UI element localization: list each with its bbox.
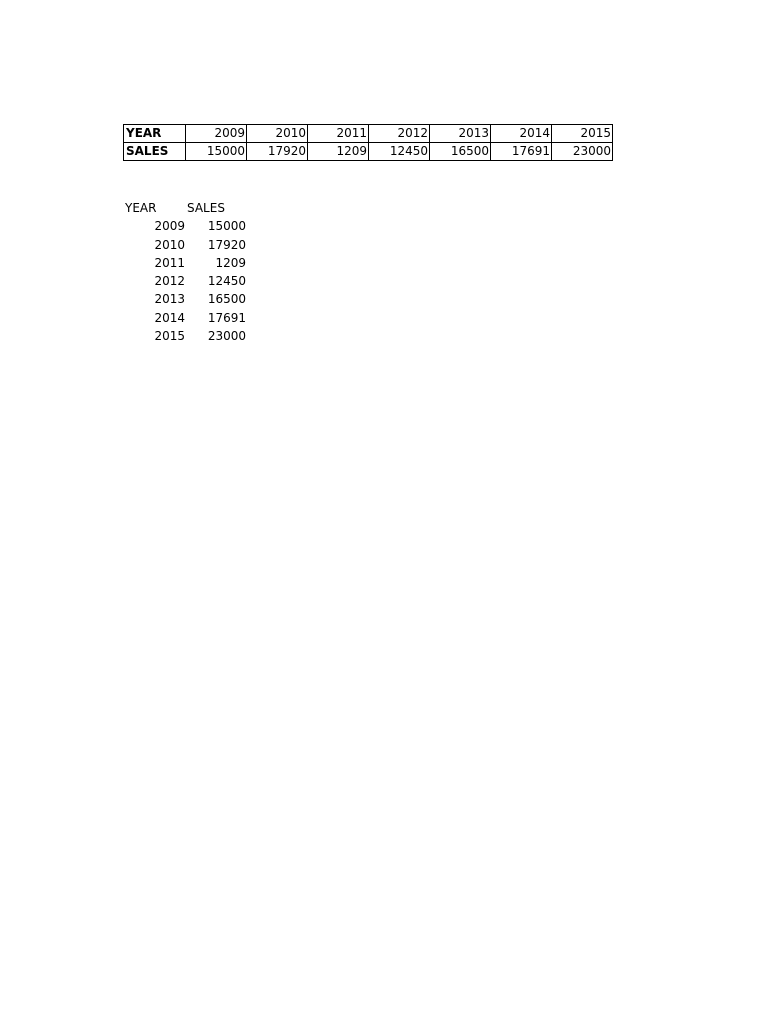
vertical-data-row: [123, 217, 246, 235]
vertical-year-cell[interactable]: 2012: [154, 274, 185, 289]
vertical-sales-cell[interactable]: 1209: [215, 255, 246, 270]
year-cell[interactable]: 2013: [430, 125, 491, 143]
year-cell[interactable]: 2010: [247, 125, 308, 143]
vertical-sales-cell[interactable]: 23000: [207, 329, 246, 344]
year-sales-vertical-list: [123, 199, 246, 345]
vertical-sales-cell[interactable]: 16500: [207, 292, 246, 307]
sales-cell[interactable]: 17691: [491, 143, 552, 161]
vertical-sales-cell[interactable]: 12450: [207, 274, 246, 289]
year-row: [124, 125, 613, 143]
sales-row-header[interactable]: SALES: [124, 143, 186, 161]
sales-cell[interactable]: 15000: [186, 143, 247, 161]
vertical-header-row: [123, 199, 246, 217]
sales-cell[interactable]: 23000: [552, 143, 613, 161]
year-cell[interactable]: 2015: [552, 125, 613, 143]
vertical-data-row: [123, 309, 246, 327]
sales-cell[interactable]: 12450: [369, 143, 430, 161]
vertical-sales-cell[interactable]: 17920: [207, 237, 246, 252]
year-cell[interactable]: 2014: [491, 125, 552, 143]
vertical-data-row: [123, 327, 246, 345]
vertical-year-cell[interactable]: 2015: [154, 329, 185, 344]
year-cell[interactable]: 2009: [186, 125, 247, 143]
vertical-data-row: [123, 254, 246, 272]
vertical-year-cell[interactable]: 2010: [154, 237, 185, 252]
sales-cell[interactable]: 1209: [308, 143, 369, 161]
year-sales-horizontal-table: [123, 124, 613, 161]
sales-cell[interactable]: 16500: [430, 143, 491, 161]
year-cell[interactable]: 2012: [369, 125, 430, 143]
sales-cell[interactable]: 17920: [247, 143, 308, 161]
vertical-year-header[interactable]: YEAR: [125, 201, 157, 215]
vertical-year-cell[interactable]: 2009: [154, 219, 185, 234]
vertical-sales-cell[interactable]: 15000: [207, 219, 246, 234]
year-row-header[interactable]: YEAR: [124, 125, 186, 143]
vertical-sales-cell[interactable]: 17691: [207, 310, 246, 325]
sales-row: [124, 143, 613, 161]
vertical-data-row: [123, 290, 246, 308]
vertical-year-cell[interactable]: 2011: [154, 255, 185, 270]
year-cell[interactable]: 2011: [308, 125, 369, 143]
vertical-data-row: [123, 272, 246, 290]
vertical-year-cell[interactable]: 2013: [154, 292, 185, 307]
vertical-year-cell[interactable]: 2014: [154, 310, 185, 325]
vertical-sales-header[interactable]: SALES: [187, 201, 225, 215]
vertical-data-row: [123, 236, 246, 254]
